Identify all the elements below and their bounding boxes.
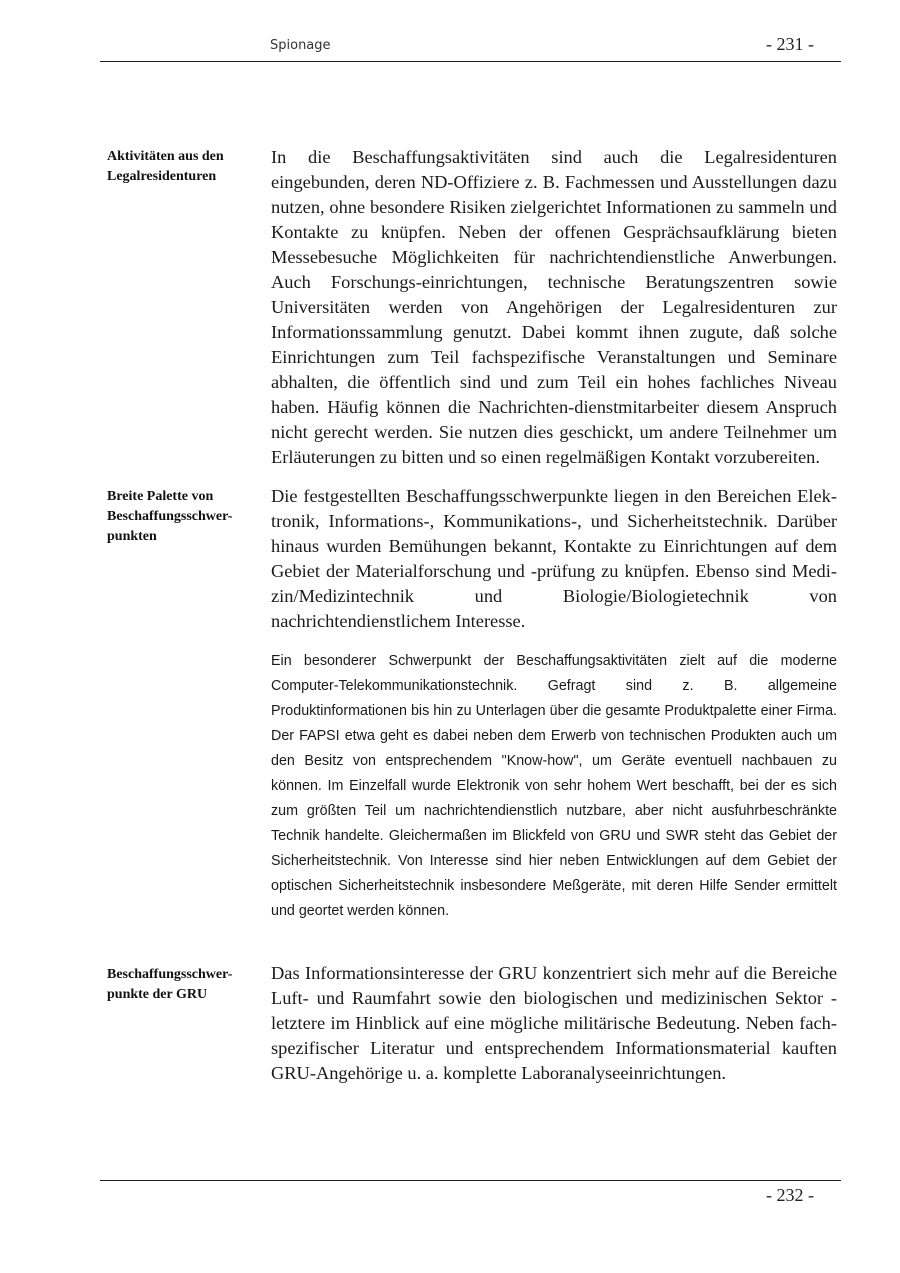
margin-heading-legalresidenturen: Aktivitäten aus den Legalresidenturen xyxy=(107,149,224,184)
running-title: Spionage xyxy=(270,38,331,53)
paragraph-computer-telekommunikation: Ein besonderer Schwerpunkt der Beschaffungsaktivitäten zielt auf die moderne Computer-Telekommunikationstechnik. Gefragt sind z. B. allgemeine Produktinformationen bis hin zu Unterlagen über die gesamte Produktpalette einer Firma. Der FAPSI etwa geht es dabei neben dem Erwerb von technischen Produkten auch um den Besitz von entsprechendem "Know-how", um Geräte eventuell nachbauen zu können. Im Einzelfall wurde Elektronik von sehr hohem Wert beschafft, bei der es sich zum größten Teil um nachrichtendienstlich nutzbare, aber nicht ausfuhrbeschränkte Technik handelte. Gleichermaßen im Blickfeld von GRU und SWR steht das Gebiet der Sicherheitstechnik. Von Interesse sind hier neben Entwicklungen auf dem Gebiet der optischen Sicherheitstechnik insbesondere Meßgeräte, mit deren Hilfe Sender ermittelt und geortet werden können. xyxy=(271,653,837,919)
paragraph-gru: Das Informationsinteresse der GRU konzentriert sich mehr auf die Bereiche Luft- und Raumfahrt sowie den biologischen und medizinischen Sektor - letztere im Hinblick auf eine mögliche militärische Bedeutung. Neben fach-spezifischer Literatur und entsprechendem Informationsmaterial kauften GRU-Angehörige u. a. komplette Laboranalyseeinrichtungen. xyxy=(271,963,837,1083)
paragraph-legalresidenturen: In die Beschaffungsaktivitäten sind auch die Legalresidenturen eingebunden, deren ND-Offiziere z. B. Fachmessen und Ausstellungen dazu nutzen, ohne besondere Risiken zielgerichtet Informationen zu sammeln und Kontakte zu knüpfen. Neben der offenen Gesprächsaufklärung bieten Messebesuche Möglichkeiten für nachrichtendienstliche Anwerbungen. Auch Forschungs-einrichtungen, technische Beratungszentren sowie Universitäten werden von Angehörigen der Legalresidenturen zur Informationssammlung genutzt. Dabei kommt ihnen zugute, daß solche Einrichtungen zum Teil fachspezifische Veranstaltungen und Seminare abhalten, die öffentlich sind und zum Teil ein hohes fachliches Niveau haben. Häufig können die Nachrichten-dienstmitarbeiter diesem Anspruch nicht gerecht werden. Sie nutzen dies geschickt, um andere Teilnehmer um Erläuterungen zu bitten und so einen regelmäßigen Kontakt vorzubereiten. xyxy=(271,147,837,467)
running-header xyxy=(100,33,841,62)
page-number-top: - 231 - xyxy=(766,34,814,54)
footer-rule xyxy=(100,1180,841,1181)
margin-heading-palette: Breite Palette von Beschaffungsschwer-punkten xyxy=(107,489,233,544)
margin-heading-gru: Beschaffungsschwer-punkte der GRU xyxy=(107,967,233,1002)
page-number-bottom: - 232 - xyxy=(766,1185,814,1205)
paragraph-beschaffungsschwerpunkte: Die festgestellten Beschaffungsschwerpunkte liegen in den Bereichen Elek-tronik, Informations-, Kommunikations-, und Sicherheitstechnik. Darüber hinaus wurden Bemühungen bekannt, Kontakte zu Einrichtungen auf dem Gebiet der Materialforschung und -prüfung zu knüpfen. Ebenso sind Medi-zin/Medizintechnik und Biologie/Biologietechnik von nachrichtendienstlichem Interesse. xyxy=(271,486,837,631)
